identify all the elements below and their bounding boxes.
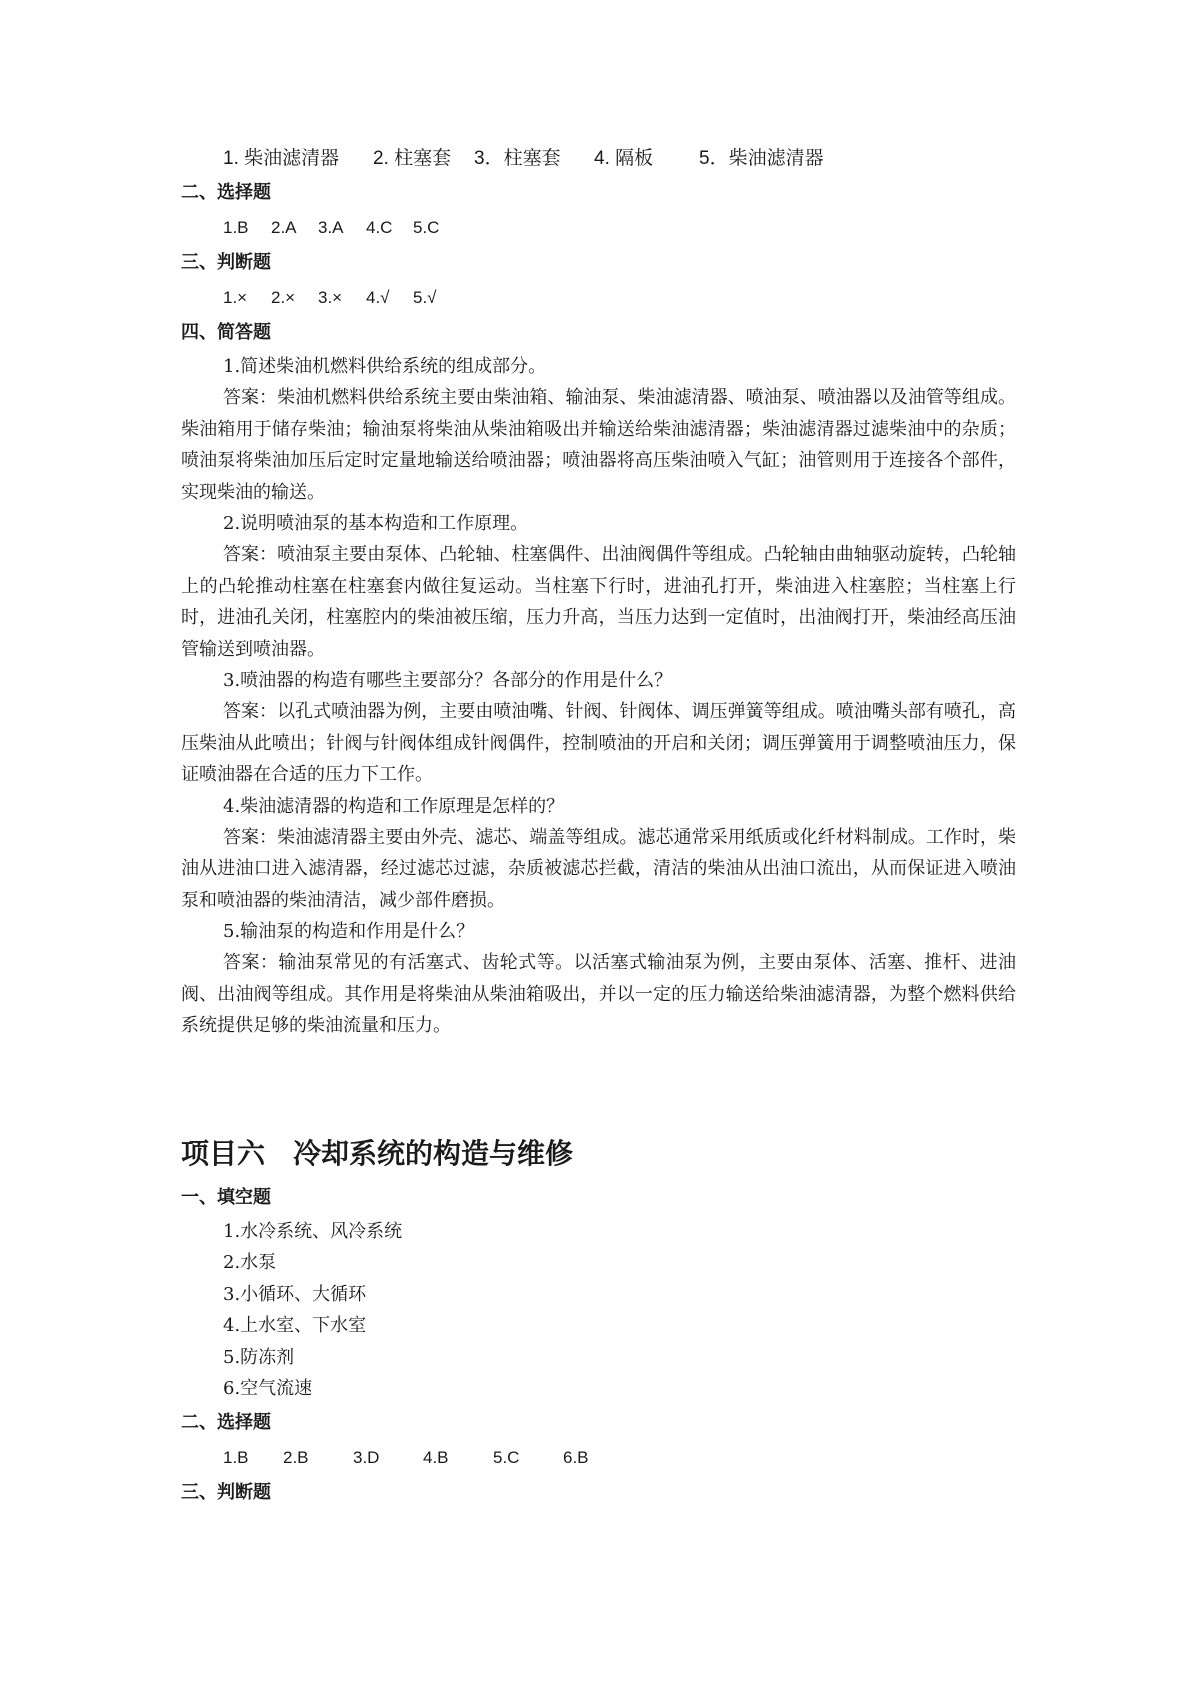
answer-text: 答案：柴油机燃料供给系统主要由柴油箱、输油泵、柴油滤清器、喷油泵、喷油器以及油管等组成。柴油箱用于储存柴油；输油泵将柴油从柴油箱吸出并输送给柴油滤清器；柴油滤清器过滤柴油中的杂质；喷油泵将柴油加压后定时定量地输送给喷油器；喷油器将高压柴油喷入气缸；油管则用于连接各个部件，实现柴油的输送。: [181, 387, 1016, 503]
choice-answer: 5.C: [493, 1447, 520, 1467]
fill-item: 5.防冻剂: [223, 1346, 295, 1368]
choice-answer: 5.C: [413, 218, 440, 237]
fill-answer: 1. 柴油滤清器: [223, 148, 340, 169]
fill-item: 6.空气流速: [223, 1378, 313, 1399]
fill-answer: 5．柴油滤清器: [699, 148, 824, 169]
page-content: [181, 143, 1016, 1511]
question-text: 5.输油泵的构造和作用是什么？: [223, 921, 475, 942]
section-heading-fill: 一、填空题: [181, 1186, 271, 1208]
choice-answer: 4.B: [423, 1447, 449, 1467]
choice-answer: 3.D: [353, 1447, 380, 1467]
judge-answer: 1.×: [223, 288, 248, 307]
question-text: 2.说明喷油泵的基本构造和工作原理。: [223, 513, 529, 534]
judge-answer: 2.×: [271, 288, 296, 307]
question-text: 4.柴油滤清器的构造和工作原理是怎样的？: [223, 795, 565, 817]
choice-answers-row: [181, 211, 1016, 245]
choice-answers-row: [181, 1441, 1016, 1475]
question-text: 1.简述柴油机燃料供给系统的组成部分。: [223, 356, 547, 377]
answer-text: 答案：柴油滤清器主要由外壳、滤芯、端盖等组成。滤芯通常采用纸质或化纤材料制成。工作时，柴油从进油口进入滤清器，经过滤芯过滤，杂质被滤芯拦截，清洁的柴油从出油口流出，从而保证进入喷油泵和喷油器的柴油清洁，减少部件磨损。: [181, 826, 1016, 911]
fill-item: 3.小循环、大循环: [223, 1283, 367, 1305]
fill-answers-row: [181, 143, 1016, 175]
fill-answer: 3．柱塞套: [474, 148, 561, 169]
choice-answer: 4.C: [366, 218, 393, 237]
fill-answer: 4. 隔板: [594, 148, 654, 169]
section-heading-judge: 三、判断题: [181, 1481, 271, 1503]
choice-answer: 2.A: [271, 218, 297, 237]
choice-answer: 6.B: [563, 1447, 589, 1467]
answer-text: 答案：喷油泵主要由泵体、凸轮轴、柱塞偶件、出油阀偶件等组成。凸轮轴由曲轴驱动旋转，凸轮轴上的凸轮推动柱塞在柱塞套内做往复运动。当柱塞下行时，进油孔打开，柴油进入柱塞腔；当柱塞上行时，进油孔关闭，柱塞腔内的柴油被压缩，压力升高，当压力达到一定值时，出油阀打开，柴油经高压油管输送到喷油器。: [181, 544, 1016, 660]
choice-answer: 3.A: [318, 218, 344, 237]
fill-item: 4.上水室、下水室: [223, 1315, 367, 1336]
judge-answer: 4.√: [366, 288, 390, 307]
choice-answer: 1.B: [223, 218, 249, 237]
section-heading-choice: 二、选择题: [181, 182, 271, 203]
answer-text: 答案：输油泵常见的有活塞式、齿轮式等。以活塞式输油泵为例，主要由泵体、活塞、推杆、进油阀、出油阀等组成。其作用是将柴油从柴油箱吸出，并以一定的压力输送给柴油滤清器，为整个燃料供给系统提供足够的柴油流量和压力。: [181, 952, 1016, 1036]
choice-answer: 2.B: [283, 1447, 309, 1467]
judge-answer: 5.√: [413, 288, 437, 307]
answer-text: 答案：以孔式喷油器为例，主要由喷油嘴、针阀、针阀体、调压弹簧等组成。喷油嘴头部有喷孔，高压柴油从此喷出；针阀与针阀体组成针阀偶件，控制喷油的开启和关闭；调压弹簧用于调整喷油压力，保证喷油器在合适的压力下工作。: [181, 701, 1016, 785]
fill-item: 2.水泵: [223, 1252, 277, 1273]
section-heading-choice: 二、选择题: [181, 1411, 271, 1433]
judge-answers-row: [181, 281, 1016, 315]
section-heading-short-answer: 四、简答题: [181, 322, 271, 343]
fill-item: 1.水冷系统、风冷系统: [223, 1220, 403, 1242]
project-title: 项目六 冷却系统的构造与维修: [181, 1136, 574, 1170]
question-text: 3.喷油器的构造有哪些主要部分？各部分的作用是什么？: [223, 670, 673, 691]
judge-answer: 3.×: [318, 288, 343, 307]
section-heading-judge: 三、判断题: [181, 252, 271, 273]
choice-answer: 1.B: [223, 1447, 249, 1467]
fill-answer: 2. 柱塞套: [373, 148, 452, 169]
